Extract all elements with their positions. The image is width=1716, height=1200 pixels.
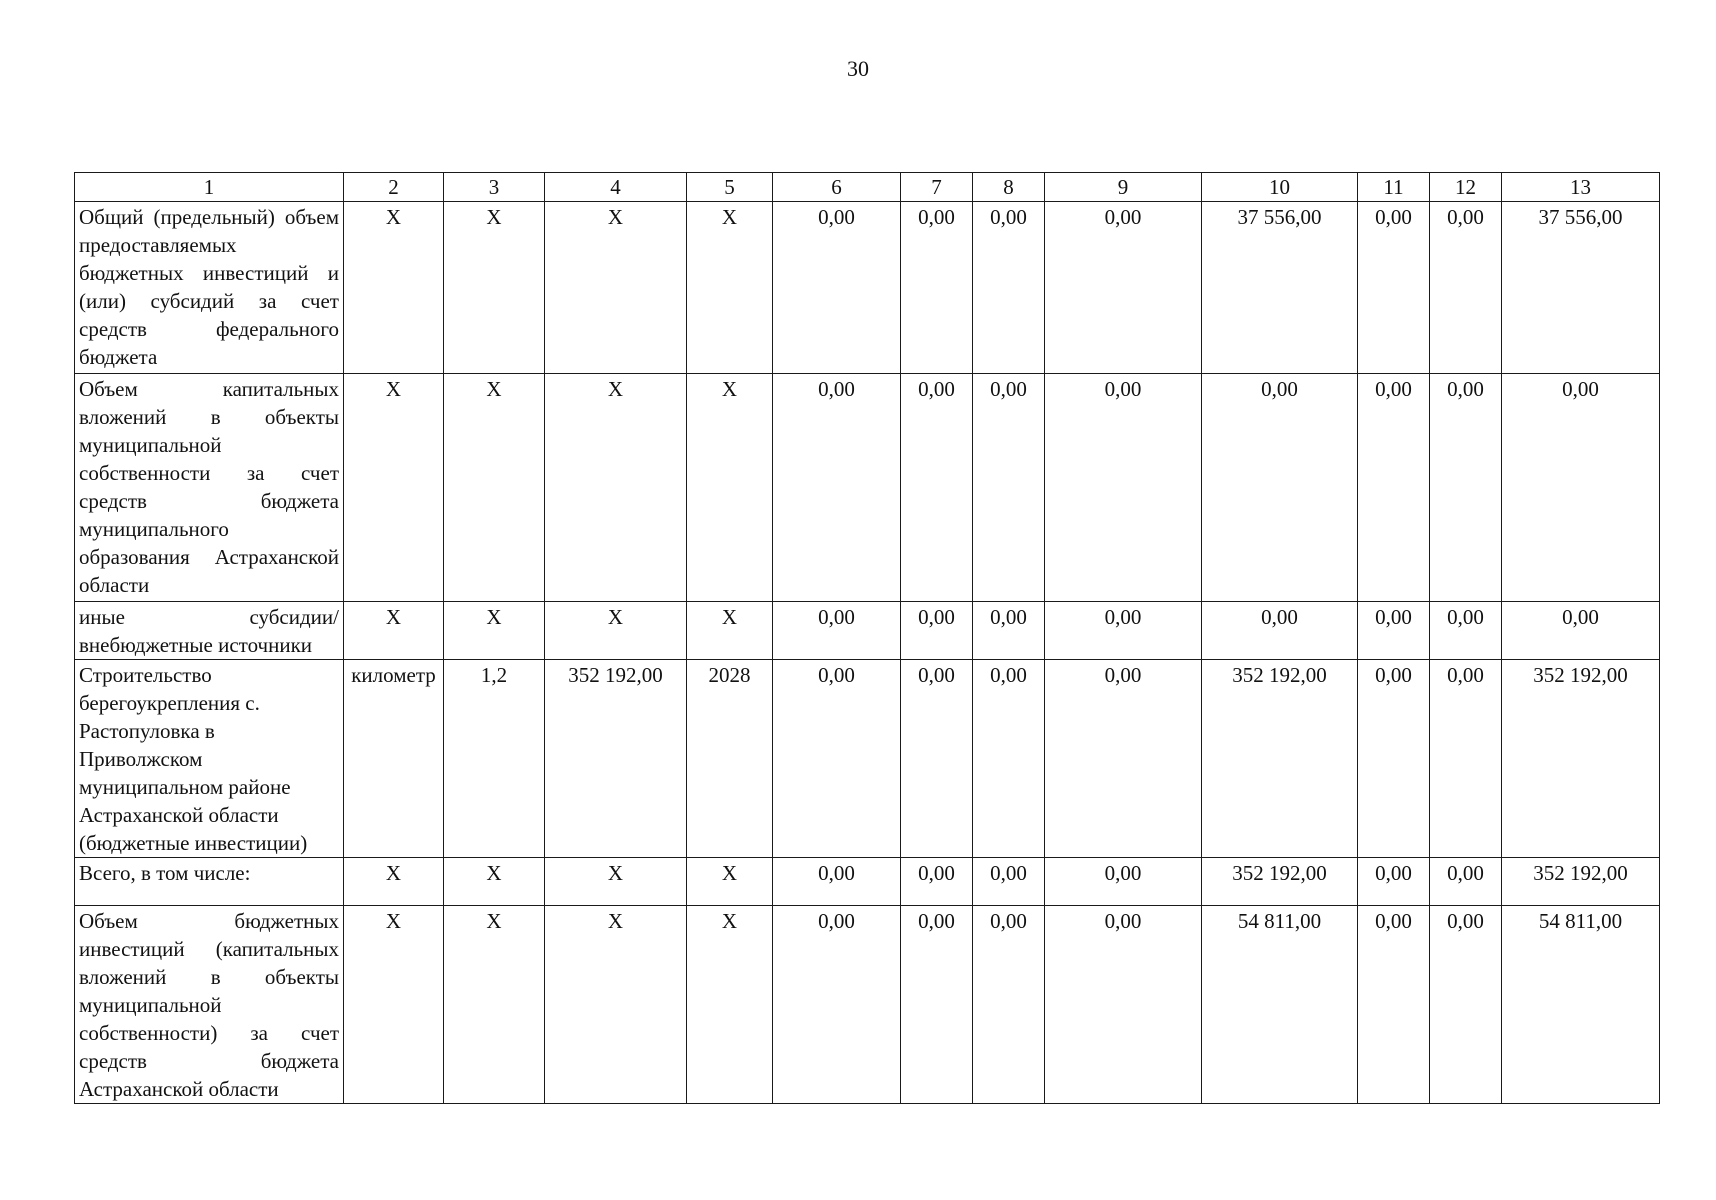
table-cell: 0,00 — [1045, 906, 1202, 1104]
table-cell: Х — [545, 906, 687, 1104]
table-cell: Х — [687, 374, 773, 602]
table-cell: 0,00 — [773, 374, 901, 602]
table-cell: 352 192,00 — [1202, 858, 1358, 906]
row-label: Строительство берегоукрепления с. Растопуловка в Приволжском муниципальном районе Астраханской области (бюджетные инвестиции) — [75, 660, 344, 858]
table-cell: 0,00 — [1358, 858, 1430, 906]
table-cell: Х — [687, 602, 773, 660]
table-row — [75, 660, 1660, 858]
table-cell: 352 192,00 — [1202, 660, 1358, 858]
table-cell: 0,00 — [773, 906, 901, 1104]
table-cell: Х — [344, 906, 444, 1104]
column-header: 10 — [1202, 173, 1358, 202]
table-cell: 0,00 — [1430, 906, 1502, 1104]
column-header: 9 — [1045, 173, 1202, 202]
table-cell: 352 192,00 — [1502, 858, 1660, 906]
table-row — [75, 906, 1660, 1104]
table-cell: 0,00 — [773, 660, 901, 858]
column-header: 12 — [1430, 173, 1502, 202]
table-cell: 0,00 — [973, 202, 1045, 374]
table-cell: Х — [344, 202, 444, 374]
table-cell: 0,00 — [973, 374, 1045, 602]
table-cell: 0,00 — [901, 374, 973, 602]
table-cell: 0,00 — [1358, 906, 1430, 1104]
table-cell: 0,00 — [1430, 602, 1502, 660]
table-cell: 2028 — [687, 660, 773, 858]
column-header: 2 — [344, 173, 444, 202]
table-cell: 0,00 — [1430, 660, 1502, 858]
table-cell: Х — [444, 374, 545, 602]
budget-table — [74, 172, 1660, 1104]
table-cell: Х — [545, 374, 687, 602]
table-row — [75, 202, 1660, 374]
table-cell: Х — [687, 858, 773, 906]
column-header: 3 — [444, 173, 545, 202]
table-cell: Х — [344, 374, 444, 602]
table-cell: 0,00 — [901, 202, 973, 374]
column-header: 13 — [1502, 173, 1660, 202]
table-cell: 0,00 — [1045, 374, 1202, 602]
row-label: Объем бюджетных инвестиций (капитальных вложений в объекты муниципальной собственности) за счет средств бюджета Астраханской области — [75, 906, 344, 1104]
table-cell: 0,00 — [973, 602, 1045, 660]
table-cell: 0,00 — [1430, 202, 1502, 374]
table-cell: Х — [444, 202, 545, 374]
table-cell: 0,00 — [773, 202, 901, 374]
table-cell: 0,00 — [1502, 602, 1660, 660]
table-row — [75, 602, 1660, 660]
table-cell: 0,00 — [1358, 202, 1430, 374]
table-cell: Х — [344, 602, 444, 660]
column-header: 11 — [1358, 173, 1430, 202]
column-header: 5 — [687, 173, 773, 202]
table-cell: 0,00 — [1430, 374, 1502, 602]
table-cell: Х — [444, 906, 545, 1104]
table-cell: 0,00 — [901, 660, 973, 858]
table-cell: 37 556,00 — [1202, 202, 1358, 374]
table-row — [75, 858, 1660, 906]
table-cell: 0,00 — [773, 602, 901, 660]
column-header: 4 — [545, 173, 687, 202]
table-cell: 0,00 — [773, 858, 901, 906]
table-cell: 0,00 — [1202, 602, 1358, 660]
table-header-row — [75, 173, 1660, 202]
row-label: Общий (предельный) объем предоставляемых бюджетных инвестиций и (или) субсидий за счет средств федерального бюджета — [75, 202, 344, 374]
table-cell: 352 192,00 — [1502, 660, 1660, 858]
table-cell: 0,00 — [1045, 858, 1202, 906]
table-cell: километр — [344, 660, 444, 858]
table-cell: 0,00 — [1502, 374, 1660, 602]
table-cell: 0,00 — [1202, 374, 1358, 602]
table-cell: 0,00 — [973, 858, 1045, 906]
table-cell: 0,00 — [1358, 374, 1430, 602]
row-label: Всего, в том числе: — [75, 858, 344, 906]
table-cell: 0,00 — [901, 858, 973, 906]
table-cell: 0,00 — [1358, 660, 1430, 858]
column-header: 7 — [901, 173, 973, 202]
table-cell: 0,00 — [973, 906, 1045, 1104]
table-cell: 0,00 — [1430, 858, 1502, 906]
column-header: 6 — [773, 173, 901, 202]
table-cell: 0,00 — [1045, 202, 1202, 374]
table-cell: Х — [444, 602, 545, 660]
row-label: иные субсидии/ внебюджетные источники — [75, 602, 344, 660]
table-cell: 0,00 — [901, 602, 973, 660]
table-cell: 0,00 — [1358, 602, 1430, 660]
table-cell: Х — [687, 906, 773, 1104]
table-cell: 0,00 — [1045, 602, 1202, 660]
table-cell: 352 192,00 — [545, 660, 687, 858]
table-cell: 0,00 — [1045, 660, 1202, 858]
column-header: 8 — [973, 173, 1045, 202]
table-cell: 37 556,00 — [1502, 202, 1660, 374]
table-cell: Х — [344, 858, 444, 906]
column-header: 1 — [75, 173, 344, 202]
table-cell: Х — [545, 602, 687, 660]
table-cell: Х — [687, 202, 773, 374]
row-label: Объем капитальных вложений в объекты муниципальной собственности за счет средств бюджета муниципального образования Астраханской области — [75, 374, 344, 602]
table-cell: 1,2 — [444, 660, 545, 858]
table-cell: 0,00 — [973, 660, 1045, 858]
table-cell: Х — [444, 858, 545, 906]
table-row — [75, 374, 1660, 602]
table-cell: 54 811,00 — [1202, 906, 1358, 1104]
table-cell: 0,00 — [901, 906, 973, 1104]
table-cell: 54 811,00 — [1502, 906, 1660, 1104]
page-number: 30 — [847, 56, 869, 81]
table-cell: Х — [545, 858, 687, 906]
table-cell: Х — [545, 202, 687, 374]
